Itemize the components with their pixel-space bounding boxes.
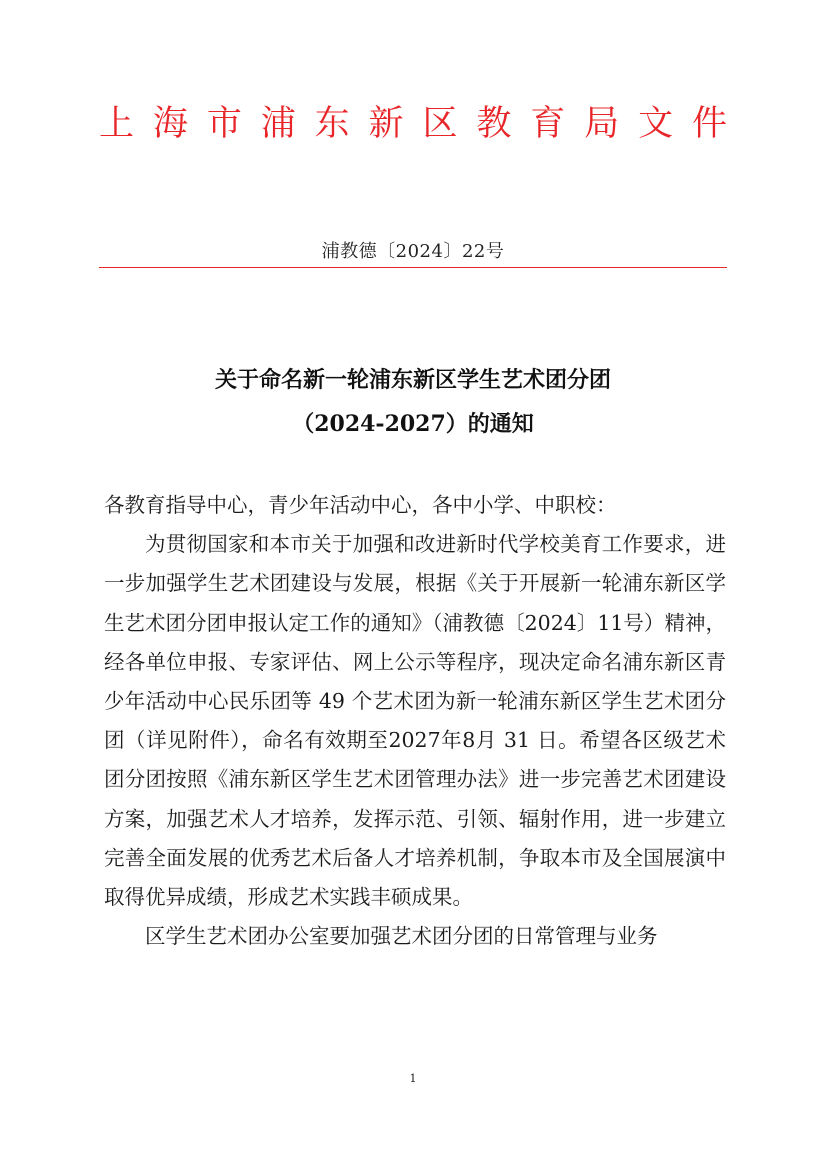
red-divider-line — [99, 267, 727, 268]
page-number: 1 — [409, 1072, 417, 1085]
body-paragraph-2: 区学生艺术团办公室要加强艺术团分团的日常管理与业务 — [145, 924, 658, 949]
body-paragraph-1: 为贯彻国家和本市关于加强和改进新时代学校美育工作要求，进一步加强学生艺术团建设与发展，根据《关于开展新一轮浦东新区学生艺术团分团申报认定工作的通知》（浦教德〔2024〕11号）精神，经各单位申报、专家评估、网上公示等程序，现决定命名浦东新区青少年活动中心民乐团等 49 个艺术团为新一轮浦东新区学生艺术团分团（详见附件），命名有效期至2027年8月 31 日。希望各区级艺术团分团按照《浦东新区学生艺术团管理办法》进一步完善艺术团建设方案，加强艺术人才培养，发挥示范、引领、辐射作用，进一步建立完善全面发展的优秀艺术后备人才培养机制，争取本市及全国展演中取得优异成绩，形成艺术实践丰硕成果。 — [104, 532, 726, 910]
notice-title-line-2: （2024-2027）的通知 — [292, 411, 534, 437]
notice-title — [99, 358, 727, 446]
document-header-title: 上海市浦东新区教育局文件 — [99, 104, 727, 144]
salutation: 各教育指导中心，青少年活动中心，各中小学、中职校： — [104, 493, 617, 517]
document-number: 浦教德〔2024〕22号 — [321, 241, 505, 262]
notice-title-line-1: 关于命名新一轮浦东新区学生艺术团分团 — [214, 367, 611, 393]
document-body — [104, 486, 726, 956]
